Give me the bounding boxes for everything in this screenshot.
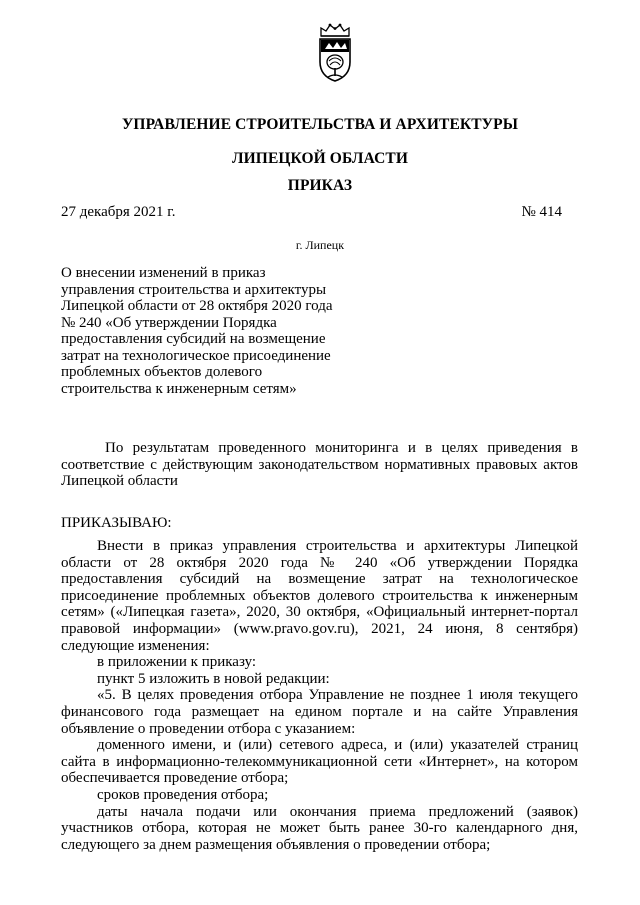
order-date: 27 декабря 2021 г. bbox=[61, 204, 176, 220]
order-subject: О внесении изменений в приказ управления строительства и архитектуры Липецкой области от 28 октября 2020 года № 240 «Об утверждении Порядка предоставления субсидий на возмещение затрат на технологическое присоединение проблемных объектов долевого строительства к инженерным сетям» bbox=[61, 265, 333, 397]
body-paragraph: доменного имени, и (или) сетевого адреса, и (или) указателей страниц сайта в информационно-телекоммуникационной сети «Интернет», на котором обеспечивается проведение отбора; bbox=[61, 737, 578, 787]
preamble-paragraph: По результатам проведенного мониторинга и в целях приведения в соответствие с действующим законодательством нормативных правовых актов Липецкой области bbox=[61, 440, 578, 490]
authority-name-line-2: ЛИПЕЦКОЙ ОБЛАСТИ bbox=[232, 150, 408, 167]
body-paragraph: Внести в приказ управления строительства и архитектуры Липецкой области от 28 октября 2020 года № 240 «Об утверждении Порядка предоставления субсидий на возмещение затрат на технологическое присоединение проблемных объектов долевого строительства к инженерным сетям» («Липецкая газета», 2020, 30 октября, «Официальный интернет-портал правовой информации» (www.pravo.gov.ru), 2021, 24 июня, 8 сентября) следующие изменения: bbox=[61, 538, 578, 654]
authority-name-line-1: УПРАВЛЕНИЕ СТРОИТЕЛЬСТВА И АРХИТЕКТУРЫ bbox=[121, 116, 519, 133]
order-body bbox=[61, 538, 578, 853]
body-paragraph: «5. В целях проведения отбора Управление не позднее 1 июля текущего финансового года размещает на едином портале и на сайте Управления объявление о проведении отбора с указанием: bbox=[61, 687, 578, 737]
body-paragraph: даты начала подачи или окончания приема предложений (заявок) участников отбора, которая не может быть ранее 30-го календарного дня, следующего за днем размещения объявления о проведении отбора; bbox=[61, 803, 578, 853]
order-city: г. Липецк bbox=[295, 238, 345, 252]
order-operative-word: ПРИКАЗЫВАЮ: bbox=[61, 515, 172, 531]
body-paragraph: пункт 5 изложить в новой редакции: bbox=[97, 670, 330, 687]
order-number: № 414 bbox=[521, 204, 562, 220]
body-paragraph: сроков проведения отбора; bbox=[97, 786, 269, 803]
document-type-title: ПРИКАЗ bbox=[287, 177, 353, 194]
body-paragraph: в приложении к приказу: bbox=[97, 654, 257, 671]
lipetsk-oblast-coat-of-arms-icon bbox=[312, 22, 358, 84]
